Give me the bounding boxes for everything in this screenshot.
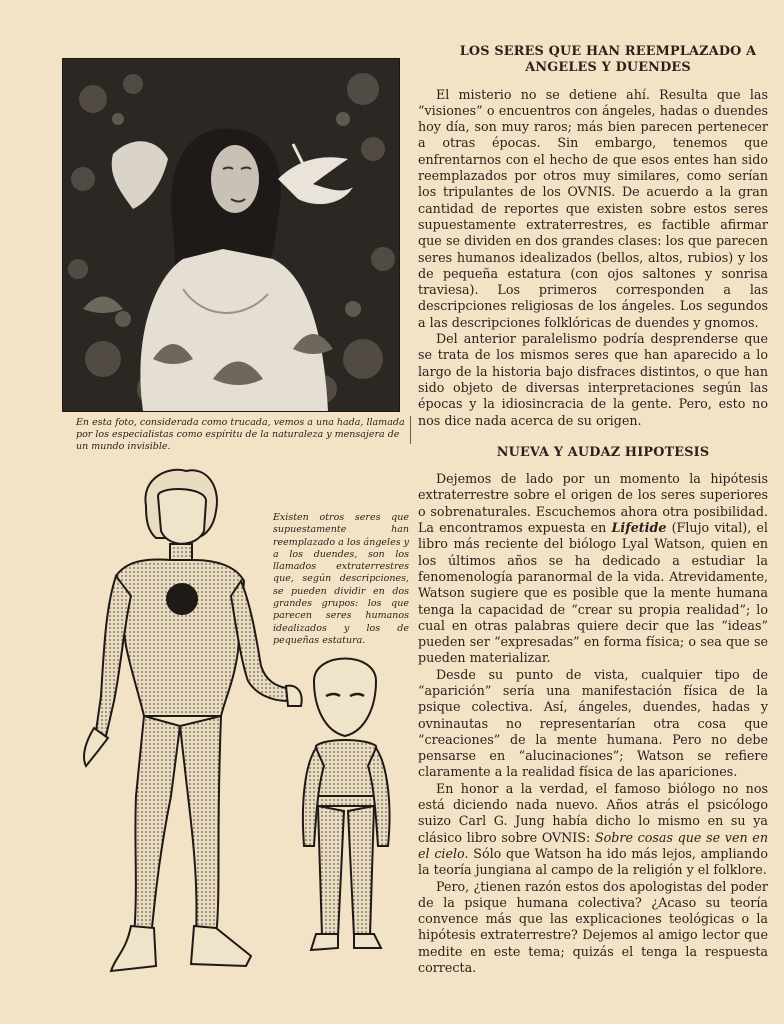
paragraph: Del anterior paralelismo podría desprenderse que se trata de los mismos seres que han aparecido a lo largo de la historia bajo disfraces distintos, o que han sido objeto de diversas interpretaciones según las épocas y la idiosincracia de la gente. Pero, esto no nos dice nada acerca de su origen. [418, 331, 768, 428]
section-heading-1 [418, 44, 768, 77]
heading-line-2: ANGELES Y DUENDES [525, 60, 691, 76]
paragraph: El misterio no se detiene ahí. Resulta que las “visiones” o encuentros con ángeles, hadas o duendes hoy día, son muy raros; más bien parecen pertenecer a otras épocas. Sin embargo, tenemos que enfrentarnos con el hecho de que esos entes han sido reemplazados por otros muy similares, como serían los tripulantes de los OVNIS. De acuerdo a la gran cantidad de reportes que existen sobre estos seres supuestamente extraterrestres, es factible afirmar que se dividen en dos grandes clases: los que parecen seres humanos idealizados (bellos, altos, rubios) y los de pequeña estatura (con ojos saltones y sonrisa traviesa). Los primeros corresponden a las descripciones religiosas de los ángeles. Los segundos a las descripciones folklóricas de duendes y gnomos. [418, 86, 768, 330]
paragraph-text: Dejemos de lado por un momento la hipótesis extraterrestre sobre el origen de los seres superiores o sobrenaturales. Escuchemos ahora otra posibilidad. La encontramos expuesta en [418, 471, 768, 536]
book-title-lifetide: Lifetide [611, 520, 667, 536]
paragraph [418, 471, 768, 667]
section-heading-2: NUEVA Y AUDAZ HIPOTESIS [496, 444, 710, 460]
paragraph: Desde su punto de vista, cualquier tipo de “aparición” sería una manifestación física de la psique colectiva. Así, ángeles, duendes, hadas y ovninautas no representarían otra cosa que “creaciones” de la mente humana. Pero no debe pensarse en “alucinaciones”; Watson se refiere claramente a la realidad física de las apariciones. [418, 666, 768, 780]
paragraph-text: En honor a la verdad, el famoso biólogo no nos está diciendo nada nuevo. Años atrás el psicólogo suizo Carl G. Jung había dicho lo mismo en su ya clásico libro sobre OVNIS: [418, 780, 768, 845]
paragraph-text: (Flujo vital), el libro más reciente del biólogo Lyal Watson, quien en los últimos años se ha dedicado a estudiar la fenomenología paranormal de la vida. Atrevidamente, Watson sugiere que es posible que la mente humana tenga la capacidad de “crear su propia realidad”; lo cual en otras palabras quiere decir que las “ideas” pueden ser “expresadas” en forma física; o sea que se pueden materializar. [418, 520, 768, 666]
heading-line-1: LOS SERES QUE HAN REEMPLAZADO A [459, 44, 757, 59]
book-title-jung: Sobre cosas que se ven en el cielo. [418, 829, 768, 861]
article-column [418, 44, 768, 976]
paragraph [418, 781, 768, 879]
photo-caption: En esta foto, considerada como trucada, vemos a una hada, llamada por los especialistas como espíritu de la naturaleza y mensajera de un mundo invisible. [76, 417, 405, 452]
illustration-caption: Existen otros seres que supuestamente han reemplazado a los ángeles y a los duendes, son los llamados extraterrestres que, según descripciones, se pueden dividir en dos grandes grupos: los que parecen seres humanos idealizados y los de pequeñas estatura. [273, 512, 409, 646]
paragraph: Pero, ¿tienen razón estos dos apologistas del poder de la psique humana colectiva? ¿Acaso su teoría convence más que las explicaciones teológicas o la hipótesis extraterrestre? Dejemos al amigo lector que medite en este tema; quizás el tenga la respuesta correcta. [418, 878, 768, 976]
paragraph-text: Sólo que Watson ha ido más lejos, ampliando la teoría jungiana al campo de la religión y el folklore. [418, 845, 769, 878]
caption-divider [410, 416, 411, 444]
fairy-photo [62, 58, 400, 412]
